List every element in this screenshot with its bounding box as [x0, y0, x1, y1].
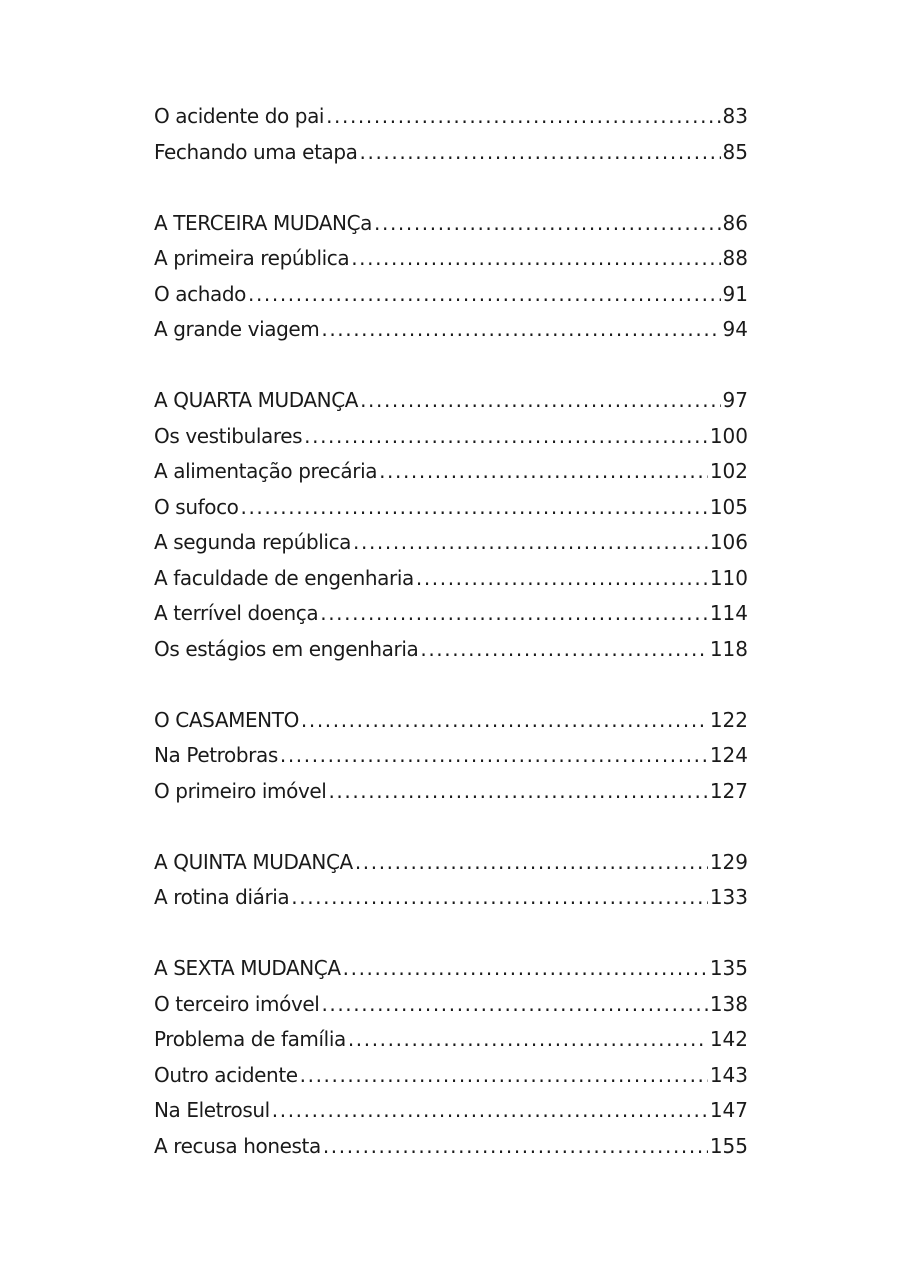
toc-entry[interactable]: [154, 525, 748, 561]
toc-entry[interactable]: [154, 1022, 748, 1058]
toc-entry[interactable]: [154, 987, 748, 1023]
toc-entry[interactable]: [154, 383, 748, 419]
toc-entry-title: O terceiro imóvel: [154, 991, 320, 1016]
toc-entry[interactable]: [154, 880, 748, 916]
toc-entry[interactable]: [154, 99, 748, 135]
toc-entry-title: Na Eletrosul: [154, 1098, 270, 1122]
toc-entry[interactable]: [154, 951, 748, 987]
toc-dot-leader: [360, 135, 721, 171]
toc-page-number: 118: [709, 636, 748, 661]
toc-page-number: 155: [709, 1133, 748, 1158]
toc-entry[interactable]: [154, 845, 748, 881]
toc-page-number: 86: [722, 210, 748, 235]
toc-entry-title: A rotina diária: [154, 885, 290, 909]
toc-entry-title: A terrível doença: [154, 601, 319, 625]
toc-page-number: 94: [722, 317, 748, 341]
toc-page-number: 133: [709, 885, 748, 909]
toc-entry[interactable]: [154, 206, 748, 242]
toc-dot-leader: [343, 951, 708, 987]
toc-entry-title: A grande viagem: [154, 317, 320, 341]
toc-page-number: 135: [709, 956, 748, 980]
toc-page-number: 129: [709, 849, 748, 874]
toc-entry-title: Problema de família: [154, 1027, 346, 1051]
toc-page-number: 147: [709, 1098, 748, 1122]
toc-dot-leader: [355, 845, 708, 881]
toc-entry[interactable]: [154, 312, 748, 348]
toc-dot-leader: [321, 312, 720, 348]
toc-entry[interactable]: [154, 1129, 748, 1165]
toc-dot-leader: [326, 99, 720, 135]
toc-dot-leader: [360, 383, 720, 419]
toc-entry[interactable]: [154, 419, 748, 455]
toc-dot-leader: [374, 206, 721, 242]
toc-dot-leader: [272, 1093, 708, 1129]
toc-dot-leader: [351, 241, 720, 277]
toc-page-number: 127: [709, 778, 748, 803]
toc-section: [154, 383, 748, 667]
toc-page-number: 91: [722, 281, 748, 306]
toc-page-number: 143: [709, 1062, 748, 1087]
toc-entry[interactable]: [154, 135, 748, 171]
toc-entry-title: Fechando uma etapa: [154, 139, 358, 164]
toc-dot-leader: [321, 987, 707, 1023]
toc-section: [154, 206, 748, 348]
toc-dot-leader: [320, 596, 708, 632]
toc-dot-leader: [301, 703, 708, 739]
toc-dot-leader: [416, 561, 708, 597]
toc-entry[interactable]: [154, 632, 748, 668]
toc-page-number: 105: [709, 494, 748, 519]
toc-dot-leader: [248, 277, 721, 313]
toc-entry-title: A recusa honesta: [154, 1133, 321, 1158]
toc-page-number: 142: [709, 1027, 748, 1051]
toc-page-number: 124: [709, 743, 748, 767]
toc-dot-leader: [323, 1129, 708, 1165]
toc-page-number: 110: [709, 565, 748, 590]
toc-page-number: 83: [722, 104, 748, 128]
toc-entry[interactable]: [154, 703, 748, 739]
toc-dot-leader: [304, 419, 708, 455]
toc-dot-leader: [420, 632, 707, 668]
toc-dot-leader: [291, 880, 708, 916]
toc-dot-leader: [379, 454, 708, 490]
toc-entry-title: A QUINTA MUDANÇA: [154, 849, 353, 874]
table-of-contents: [154, 99, 748, 1200]
toc-section: [154, 951, 748, 1164]
toc-entry[interactable]: [154, 774, 748, 810]
toc-entry-title: A alimentação precária: [154, 459, 378, 483]
toc-entry-title: A SEXTA MUDANÇA: [154, 956, 341, 980]
toc-entry-title: O primeiro imóvel: [154, 778, 327, 803]
toc-page-number: 122: [709, 707, 748, 732]
toc-section: [154, 99, 748, 170]
toc-page-number: 85: [722, 139, 748, 164]
toc-entry-title: Os vestibulares: [154, 423, 303, 448]
toc-entry-title: Na Petrobras: [154, 743, 278, 767]
toc-dot-leader: [328, 774, 707, 810]
toc-entry-title: A segunda república: [154, 530, 352, 554]
toc-entry[interactable]: [154, 490, 748, 526]
toc-entry-title: O CASAMENTO: [154, 707, 299, 732]
toc-entry[interactable]: [154, 596, 748, 632]
toc-entry-title: Os estágios em engenharia: [154, 636, 419, 661]
toc-entry[interactable]: [154, 1093, 748, 1129]
toc-dot-leader: [280, 738, 708, 774]
toc-dot-leader: [300, 1058, 708, 1094]
toc-dot-leader: [348, 1022, 708, 1058]
toc-section: [154, 703, 748, 810]
toc-entry-title: Outro acidente: [154, 1062, 298, 1087]
toc-entry[interactable]: [154, 241, 748, 277]
toc-entry-title: O acidente do pai: [154, 104, 325, 128]
toc-section: [154, 845, 748, 916]
toc-entry-title: A QUARTA MUDANÇA: [154, 388, 359, 412]
toc-entry[interactable]: [154, 1058, 748, 1094]
toc-dot-leader: [353, 525, 708, 561]
toc-entry-title: A faculdade de engenharia: [154, 565, 414, 590]
toc-page-number: 138: [709, 991, 748, 1016]
toc-entry[interactable]: [154, 561, 748, 597]
toc-entry-title: A primeira república: [154, 246, 350, 270]
toc-page-number: 106: [709, 530, 748, 554]
toc-page-number: 100: [709, 423, 748, 448]
toc-entry[interactable]: [154, 277, 748, 313]
toc-page-number: 102: [709, 459, 748, 483]
toc-entry[interactable]: [154, 454, 748, 490]
toc-page-number: 97: [722, 388, 748, 412]
toc-entry-title: O achado: [154, 281, 247, 306]
toc-page-number: 114: [709, 601, 748, 625]
toc-dot-leader: [241, 490, 708, 526]
toc-entry[interactable]: [154, 738, 748, 774]
toc-entry-title: A TERCEIRA MUDANÇa: [154, 210, 373, 235]
toc-page-number: 88: [722, 246, 748, 270]
toc-entry-title: O sufoco: [154, 494, 239, 519]
